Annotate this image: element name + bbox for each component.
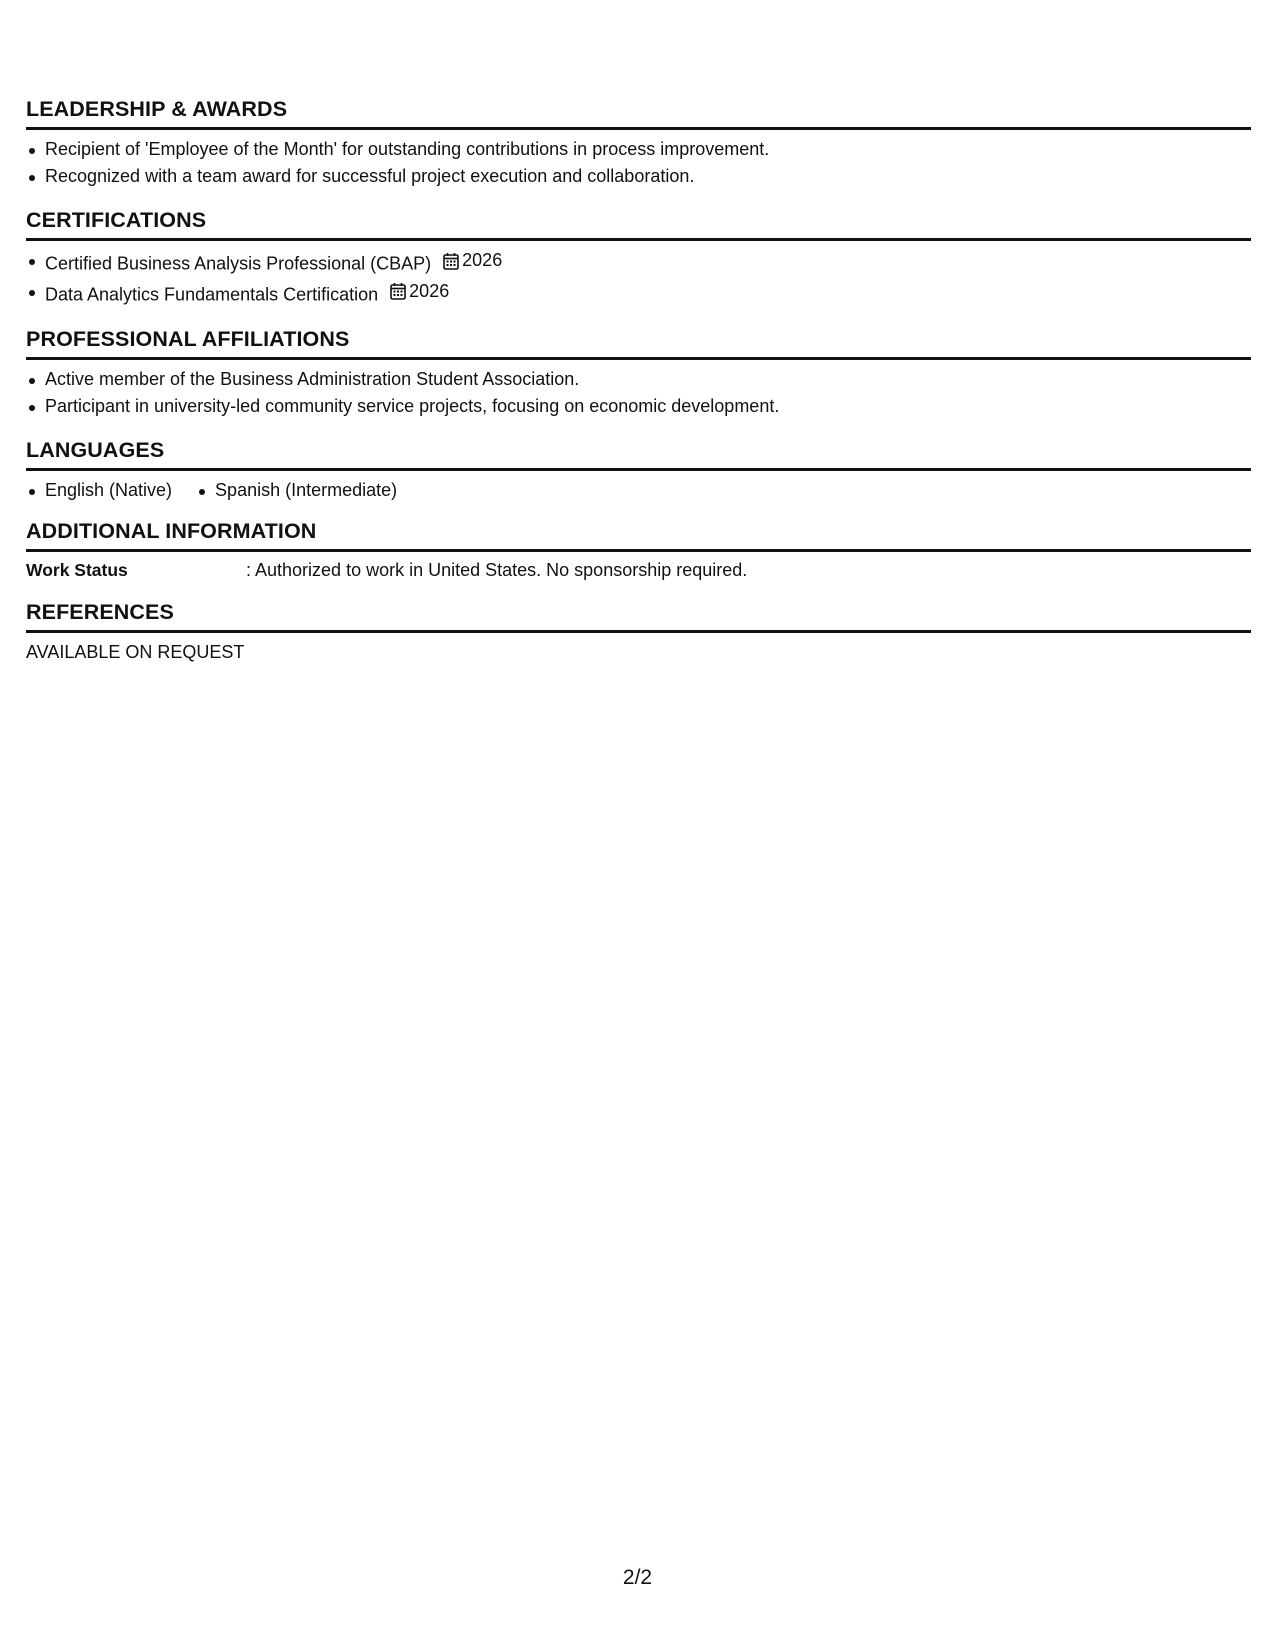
languages-list (26, 477, 1251, 504)
languages-section (26, 436, 1251, 504)
language-item: Spanish (Intermediate) (196, 477, 397, 504)
section-title-additional-information: ADDITIONAL INFORMATION (26, 517, 1251, 552)
certification-name: Certified Business Analysis Professional (CBAP) (45, 253, 432, 274)
certification-name: Data Analytics Fundamentals Certification (45, 284, 379, 304)
calendar-icon (390, 282, 406, 300)
work-status-row (26, 557, 1251, 584)
certifications-section (26, 206, 1251, 308)
certification-item (26, 278, 1251, 309)
list-item: Active member of the Business Administration Student Association. (26, 366, 1251, 393)
resume-page (26, 95, 1251, 666)
page-number: 2/2 (622, 1566, 653, 1589)
additional-information-section (26, 517, 1251, 584)
work-status-value: : Authorized to work in United States. No sponsorship required. (246, 560, 748, 580)
leadership-awards-list (26, 136, 1251, 190)
references-section (26, 598, 1251, 666)
certification-year: 2026 (409, 280, 450, 301)
section-title-professional-affiliations: PROFESSIONAL AFFILIATIONS (26, 325, 1251, 360)
references-text: AVAILABLE ON REQUEST (26, 642, 245, 662)
leadership-awards-section (26, 95, 1251, 190)
section-title-leadership-awards: LEADERSHIP & AWARDS (26, 95, 1251, 130)
affiliations-list (26, 366, 1251, 420)
section-title-references: REFERENCES (26, 598, 1251, 633)
section-title-languages: LANGUAGES (26, 436, 1251, 471)
list-item: Recognized with a team award for successful project execution and collaboration. (26, 163, 1251, 190)
certifications-list (26, 247, 1251, 308)
certification-date (443, 247, 502, 274)
language-item: English (Native) (26, 477, 172, 504)
calendar-icon (443, 252, 459, 270)
certification-date (390, 278, 449, 305)
list-item: Recipient of 'Employee of the Month' for outstanding contributions in process improvement. (26, 136, 1251, 163)
professional-affiliations-section (26, 325, 1251, 420)
certification-item (26, 247, 1251, 278)
list-item: Participant in university-led community service projects, focusing on economic development. (26, 393, 1251, 420)
section-title-certifications: CERTIFICATIONS (26, 206, 1251, 241)
work-status-label: Work Status (26, 560, 128, 580)
certification-year: 2026 (462, 250, 503, 270)
